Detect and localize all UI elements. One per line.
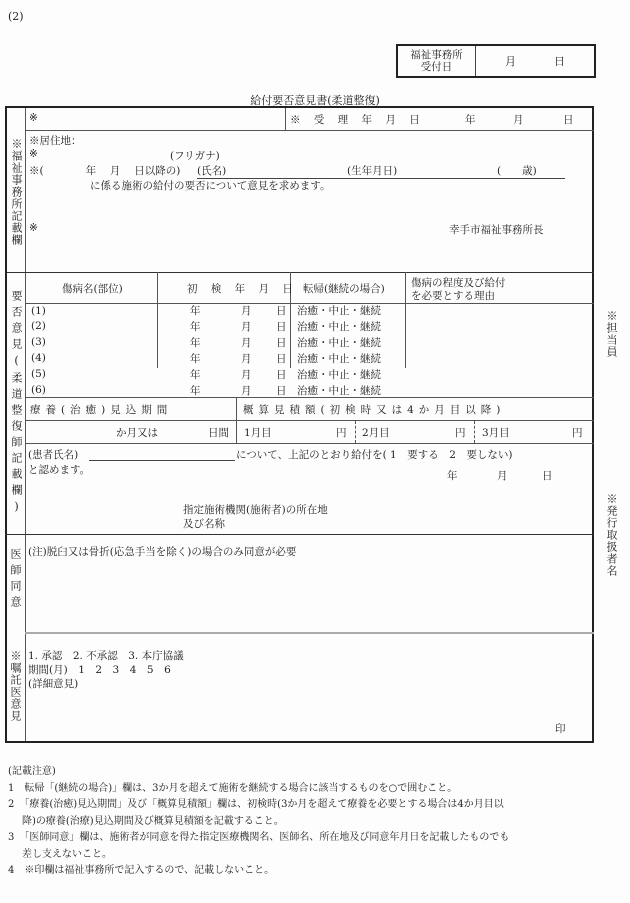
injury-header: 傷病名(部位) [62, 283, 123, 295]
first-exam-year[interactable]: 年 [190, 385, 201, 397]
dashed-divider [474, 421, 475, 443]
month2-label: 2月目 [362, 427, 390, 439]
issuer-label: ※発行取扱者名 [605, 493, 618, 577]
doctor-consent-label: 医師同意 [9, 548, 22, 612]
birth-date-label: (生年月日) [347, 165, 398, 177]
reception-label [398, 46, 476, 76]
reception-month-label: 月 [505, 55, 516, 68]
divider [25, 420, 594, 421]
note-item-continuation: 降)の療養(治療)見込期間及び概算見積額を記載すること。 [22, 815, 284, 827]
outcome-options[interactable]: 治癒・中止・継続 [297, 353, 381, 365]
first-exam-year[interactable]: 年 [190, 305, 201, 317]
row-number: (1) [31, 305, 46, 317]
filling-notes [8, 764, 624, 880]
decision-options[interactable]: 1. 承認 2. 不承認 3. 本庁協議 [28, 650, 184, 662]
note-item: 3 「医師同意」欄は、施術者が同意を得た指定医療機関名、医師名、所在地及び同意年月日を記載したものでも [8, 832, 510, 843]
divider [25, 130, 594, 131]
reason-header-line2: を必要とする理由 [411, 290, 495, 302]
first-exam-month[interactable]: 月 [241, 321, 252, 333]
office-row1-mark: ※ [29, 112, 38, 124]
first-exam-day[interactable]: 日 [276, 353, 287, 365]
month3-label: 3月目 [482, 427, 510, 439]
opinion-date-day[interactable]: 日 [542, 470, 553, 482]
receipt-month[interactable]: 月 [513, 114, 524, 126]
furigana-label: (フリガナ) [170, 150, 220, 162]
first-exam-day[interactable]: 日 [276, 337, 287, 349]
office-director-signature: 幸手市福祉事務所長 [449, 224, 544, 236]
approval-text: について、上記のとおり給付を( 1 要する 2 要しない) [236, 449, 513, 461]
patient-name-label: (患者氏名) [28, 449, 79, 461]
note-item: 2 「療養(治癒)見込期間」及び「概算見積額」欄は、初検時(3か月を超えて療養を必要とする場合は4か月目以 [8, 799, 504, 810]
office-bottom-mark: ※ [29, 222, 38, 234]
opinion-section-label: 要否意見(柔道整復師記載欄) [10, 290, 23, 518]
first-exam-day[interactable]: 日 [276, 369, 287, 381]
month1-label: 1月目 [244, 427, 272, 439]
period-months-label[interactable]: か月又は [116, 427, 158, 439]
outcome-header: 転帰(継続の場合) [303, 283, 385, 295]
receipt-date-label: ※ 受 理 年 月 日 [290, 114, 425, 126]
receipt-day[interactable]: 日 [563, 114, 574, 126]
office-section-label: ※福祉事務所記載欄 [10, 138, 23, 246]
receipt-year[interactable]: 年 [465, 114, 476, 126]
col-divider [157, 272, 158, 368]
first-exam-year[interactable]: 年 [190, 369, 201, 381]
label-column-divider [25, 108, 26, 741]
detail-opinion-label: (詳細意見) [28, 678, 79, 690]
month3-yen[interactable]: 円 [572, 427, 583, 439]
estimate-label: 概算見積額(初検時又は4か月目以降) [243, 404, 506, 416]
divider [25, 397, 594, 398]
age-label: ( 歳) [497, 165, 537, 177]
residence-label: ※居住地： [29, 135, 82, 147]
outcome-options[interactable]: 治癒・中止・継続 [297, 337, 381, 349]
first-exam-day[interactable]: 日 [276, 385, 287, 397]
section-divider [7, 272, 594, 273]
doctor-consent-note: (注)脱臼又は骨折(応急手当を除く)の場合のみ同意が必要 [28, 546, 297, 558]
outcome-options[interactable]: 治癒・中止・継続 [297, 321, 381, 333]
staff-label: ※担当員 [605, 310, 618, 358]
period-days-label[interactable]: 日間 [208, 427, 229, 439]
first-exam-year[interactable]: 年 [190, 321, 201, 333]
reception-date-box [396, 44, 596, 78]
reception-label-line1: 福祉事務所 [410, 49, 463, 61]
row-number: (2) [31, 320, 46, 332]
name-field[interactable] [197, 163, 565, 179]
institution-label-line1: 指定施術機関(施術者)の所在地 [183, 504, 328, 516]
month2-yen[interactable]: 円 [455, 427, 466, 439]
name-label: (氏名) [197, 165, 227, 177]
first-exam-day[interactable]: 日 [276, 321, 287, 333]
furigana-mark: ※ [29, 148, 38, 160]
reason-header-line1: 傷病の程度及び給付 [411, 277, 506, 289]
divider [25, 632, 594, 634]
note-item: 1 転帰「(継続の場合)」欄は、3か月を超えて施術を継続する場合に該当するものを○で囲むこと。 [8, 782, 458, 794]
approval-text-2: と認めます。 [28, 464, 91, 476]
row-number: (4) [31, 352, 46, 364]
first-exam-month[interactable]: 月 [241, 305, 252, 317]
notes-heading: (記載注意) [8, 766, 56, 777]
month1-yen[interactable]: 円 [336, 427, 347, 439]
note-item: 4 ※印欄は福祉事務所で記入するので、記載しないこと。 [8, 865, 275, 876]
first-exam-header: 初 検 年 月 日 [187, 283, 298, 295]
first-exam-day[interactable]: 日 [276, 305, 287, 317]
note-item-continuation: 差し支えないこと。 [22, 848, 112, 860]
period-options[interactable]: 期間(月) 1 2 3 4 5 6 [28, 664, 171, 676]
outcome-options[interactable]: 治癒・中止・継続 [297, 369, 381, 381]
commissioned-doctor-label: ※嘱託医意見 [9, 650, 22, 722]
opinion-date-year[interactable]: 年 [447, 470, 458, 482]
first-exam-year[interactable]: 年 [190, 337, 201, 349]
request-text: に係る施術の給付の要否について意見を求めます。 [90, 180, 331, 192]
reception-date-field[interactable] [476, 46, 594, 76]
receipt-divider [285, 108, 286, 130]
first-exam-month[interactable]: 月 [241, 369, 252, 381]
outcome-options[interactable]: 治癒・中止・継続 [297, 385, 381, 397]
opinion-date-month[interactable]: 月 [497, 470, 508, 482]
institution-label-line2: 及び名称 [183, 518, 225, 530]
page-number: (2) [8, 10, 24, 23]
dashed-divider [355, 421, 356, 443]
row-number: (3) [31, 336, 46, 348]
divider [25, 443, 594, 444]
form-title: 給付要否意見書(柔道整復) [250, 94, 380, 107]
period-label: 療養(治癒)見込期間 [30, 404, 173, 416]
reception-label-line2: 受付日 [420, 61, 453, 73]
since-date-label: ※( 年 月 日以降の) [29, 165, 181, 177]
row-number: (6) [31, 384, 46, 396]
first-exam-month[interactable]: 月 [241, 353, 252, 365]
seal-mark: 印 [555, 723, 566, 735]
row-number: (5) [31, 368, 46, 380]
patient-name-field[interactable] [89, 447, 235, 461]
reception-day-label: 日 [554, 55, 565, 68]
first-exam-month[interactable]: 月 [241, 337, 252, 349]
first-exam-year[interactable]: 年 [190, 353, 201, 365]
first-exam-month[interactable]: 月 [241, 385, 252, 397]
section-divider [5, 534, 594, 535]
col-divider [405, 272, 406, 368]
outcome-options[interactable]: 治癒・中止・継続 [297, 305, 381, 317]
